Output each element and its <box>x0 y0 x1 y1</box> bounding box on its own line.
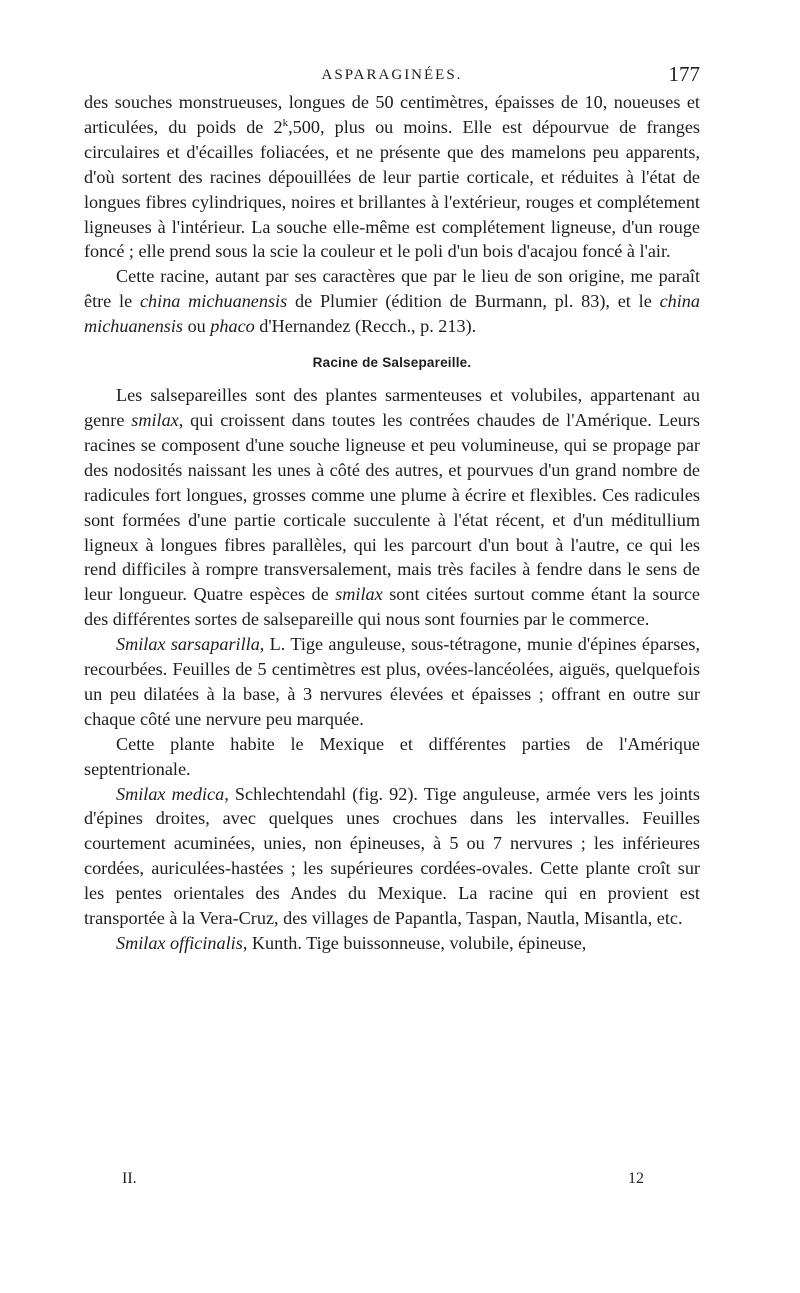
text-run: Cette plante habite le Mexique et différentes parties de l'Amérique septentrionale. <box>84 733 700 779</box>
text-run: , L. Tige anguleuse, sous-tétragone, munie d'épines éparses, recourbées. Feuilles de 5 centimètres est plus, ovées-lancéolées, aiguës, quelquefois un peu dilatées à la base, à 3 nervures élevées et épaisses ; offrant en outre sur chaque côté une nervure peu marquée. <box>84 634 700 729</box>
running-title: ASPARAGINÉES. <box>321 67 463 83</box>
running-head <box>84 62 700 90</box>
text-run: ,500, plus ou moins. Elle est dépourvue de franges circulaires et d'écailles foliacées, et ne présente que des mamelons peu apparents, d'où sortent des racines dépouillées de leur partie corticale, et réduites à l'état de longues fibres cylindriques, noires et brillantes à l'extérieur, rouges et complétement ligneuses à l'intérieur. La souche elle-même est complétement ligneuse, d'un rouge foncé ; elle prend sous la scie la couleur et le poli d'un bois d'acajou foncé à l'air. <box>84 116 700 262</box>
paragraph <box>84 931 700 956</box>
text-run: de Plumier (édition de Burmann, pl. 83), et le <box>287 291 660 312</box>
page-footer <box>84 1170 700 1192</box>
text-run: , qui croissent dans toutes les contrées chaudes de l'Amérique. Leurs racines se composent d'une souche ligneuse et peu volumineuse, qui se propage par des nodosités naissant les unes à côté des autres, et pourvues d'un grand nombre de radicules fort longues, grosses comme une plume à écrire et flexibles. Ces radicules sont formées d'une partie corticale succulente à l'état récent, et d'un méditullium ligneux à longues fibres parallèles, qui les parcourt d'un bout à l'autre, ce qui les rend difficiles à rompre transversalement, mais très faciles à fendre dans le sens de leur longueur. Quatre espèces de <box>84 409 700 605</box>
page-number: 177 <box>668 62 700 86</box>
italic-run: Smilax officinalis <box>116 933 243 953</box>
paragraph <box>84 782 700 931</box>
paragraph <box>84 264 700 339</box>
text-run: Cette racine, autant par ses caractères que par le lieu de son origine, me paraît être le <box>84 266 700 312</box>
intro-text <box>84 90 700 339</box>
text-run: Schlechtendahl (fig. 92). Tige anguleuse, armée vers les joints d'épines droites, avec quelques unes crochues dans les intervalles. Feuilles courtement acuminées, unies, non épineuses, à 5 ou 7 nervures ; les inférieures cordées, auriculées-hastées ; les supérieures cordées-ovales. Cette plante croît sur les pentes orientales des Andes du Mexique. La racine qui en provient est transportée à la Vera-Cruz, des villages de Papantla, Taspan, Nautla, Misantla, etc. <box>84 783 700 929</box>
paragraph <box>84 383 700 632</box>
italic-run: china michuanensis <box>84 291 700 337</box>
paragraph <box>84 732 700 782</box>
paragraph <box>84 632 700 732</box>
text-run: , Kunth. Tige buissonneuse, volubile, épineuse, <box>242 933 587 953</box>
text-run: sont citées surtout comme étant la source des différentes sortes de salsepareille qui nous sont fournies par le commerce. <box>84 584 700 630</box>
italic-run: Smilax sarsaparilla <box>116 634 260 655</box>
text-run: des souches monstrueuses, longues de 50 centimètres, épaisses de 10, noueuses et articulées, du poids de 2 <box>84 92 700 137</box>
superscript-run: k <box>282 116 289 129</box>
italic-run: smilax <box>131 409 179 430</box>
text-run: ou <box>183 316 211 337</box>
signature-volume: II. <box>122 1170 137 1187</box>
paragraph <box>84 90 700 264</box>
text-run: d'Hernandez (Recch., p. 213). <box>254 316 477 337</box>
italic-run: phaco <box>210 316 255 337</box>
signature-number: 12 <box>628 1170 644 1187</box>
section-text <box>84 383 700 956</box>
section-heading: Racine de Salsepareille. <box>312 355 472 371</box>
italic-run: Smilax medica, <box>116 783 229 804</box>
text-run: Les salsepareilles sont des plantes sarmenteuses et volubiles, appartenant au genre <box>84 385 700 430</box>
italic-run: smilax <box>335 584 383 605</box>
book-page <box>84 62 700 1192</box>
italic-run: china michuanensis <box>139 291 288 312</box>
